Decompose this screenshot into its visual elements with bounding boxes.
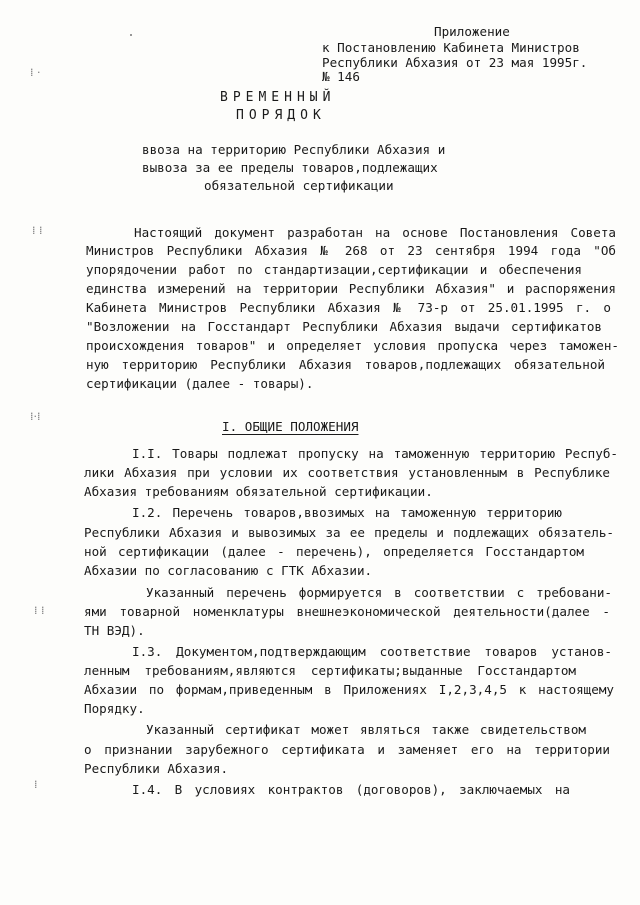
intro-line-3: упорядочении работ по стандартизации,сертификации и обеспечения [86, 262, 582, 277]
intro-line-1: Настоящий документ разработан на основе Постановления Совета [134, 225, 616, 240]
margin-mark: ⁞ ⁞ [32, 224, 43, 237]
p12-line-1: I.2. Перечень товаров,ввозимых на таможенную территорию [132, 505, 562, 520]
intro-line-7: происхождения товаров" и определяет условия пропуска через таможен- [86, 338, 619, 353]
section-heading: I. ОБЩИЕ ПОЛОЖЕНИЯ [222, 419, 359, 434]
margin-mark: ⁞ [34, 778, 38, 791]
subtitle-line-3: обязательной сертификации [204, 178, 394, 193]
margin-mark: ⁞ ⁞ [34, 604, 45, 617]
title-word-2: ПОРЯДОК [236, 108, 326, 123]
appendix-line-2: к Постановлению Кабинета Министров [322, 40, 580, 55]
p13-line-4: Порядку. [84, 701, 145, 716]
appendix-line-3: Республики Абхазия от 23 мая 1995г. [322, 55, 588, 70]
intro-line-4: единства измерений на территории Республики Абхазия" и распоряжения [86, 281, 616, 296]
intro-line-2: Министров Республики Абхазия № 268 от 23 сентября 1994 года "Об [86, 243, 616, 258]
title-word-1: ВРЕМЕННЫЙ [220, 90, 336, 105]
appendix-line-1: Приложение [434, 24, 510, 39]
p13b-line-1: Указанный сертификат может являться также свидетельством [146, 722, 586, 737]
intro-line-6: "Возложении на Госстандарт Республики Абхазия выдачи сертификатов [86, 319, 602, 334]
p11-line-3: Абхазия требованиям обязательной сертификации. [84, 484, 433, 499]
intro-line-8: ную территорию Республики Абхазия товаров,подлежащих обязательной [86, 357, 605, 372]
p14-line-1: I.4. В условиях контрактов (договоров), заключаемых на [132, 782, 570, 797]
p13-line-3: Абхазии по формам,приведенным в Приложениях I,2,3,4,5 к настоящему [84, 682, 614, 697]
subtitle-line-2: вывоза за ее пределы товаров,подлежащих [142, 160, 438, 175]
p11-line-2: лики Абхазия при условии их соответствия установленным в Республике [84, 465, 610, 480]
p12b-line-2: ями товарной номенклатуры внешнеэкономической деятельности(далее - [84, 604, 610, 619]
p12b-line-1: Указанный перечень формируется в соответствии с требовани- [146, 585, 612, 600]
p12-line-2: Республики Абхазия и вывозимых за ее пределы и подлежащих обязатель- [84, 525, 614, 540]
p13-line-2: ленным требованиям,являются сертификаты;выданные Госстандартом [84, 663, 576, 678]
p13-line-1: I.3. Документом,подтверждающим соответствие товаров установ- [132, 644, 612, 659]
intro-line-5: Кабинета Министров Республики Абхазия № 73-р от 25.01.1995 г. о [86, 300, 611, 315]
p12-line-4: Абхазии по согласованию с ГТК Абхазии. [84, 563, 373, 578]
appendix-line-4: № 146 [322, 69, 360, 84]
p12b-line-3: ТН ВЭД). [84, 623, 145, 638]
margin-mark: ⁞ · [30, 66, 41, 79]
intro-line-9: сертификации (далее - товары). [86, 376, 314, 391]
p13b-line-3: Республики Абхазия. [84, 761, 229, 776]
subtitle-line-1: ввоза на территорию Республики Абхазия и [142, 142, 446, 157]
margin-mark: ⁞·⁞ [30, 410, 41, 423]
scan-dot [130, 34, 132, 36]
p12-line-3: ной сертификации (далее - перечень), определяется Госстандартом [84, 544, 584, 559]
p13b-line-2: о признании зарубежного сертификата и заменяет его на территории [84, 742, 610, 757]
p11-line-1: I.I. Товары подлежат пропуску на таможенную территорию Респуб- [132, 446, 618, 461]
